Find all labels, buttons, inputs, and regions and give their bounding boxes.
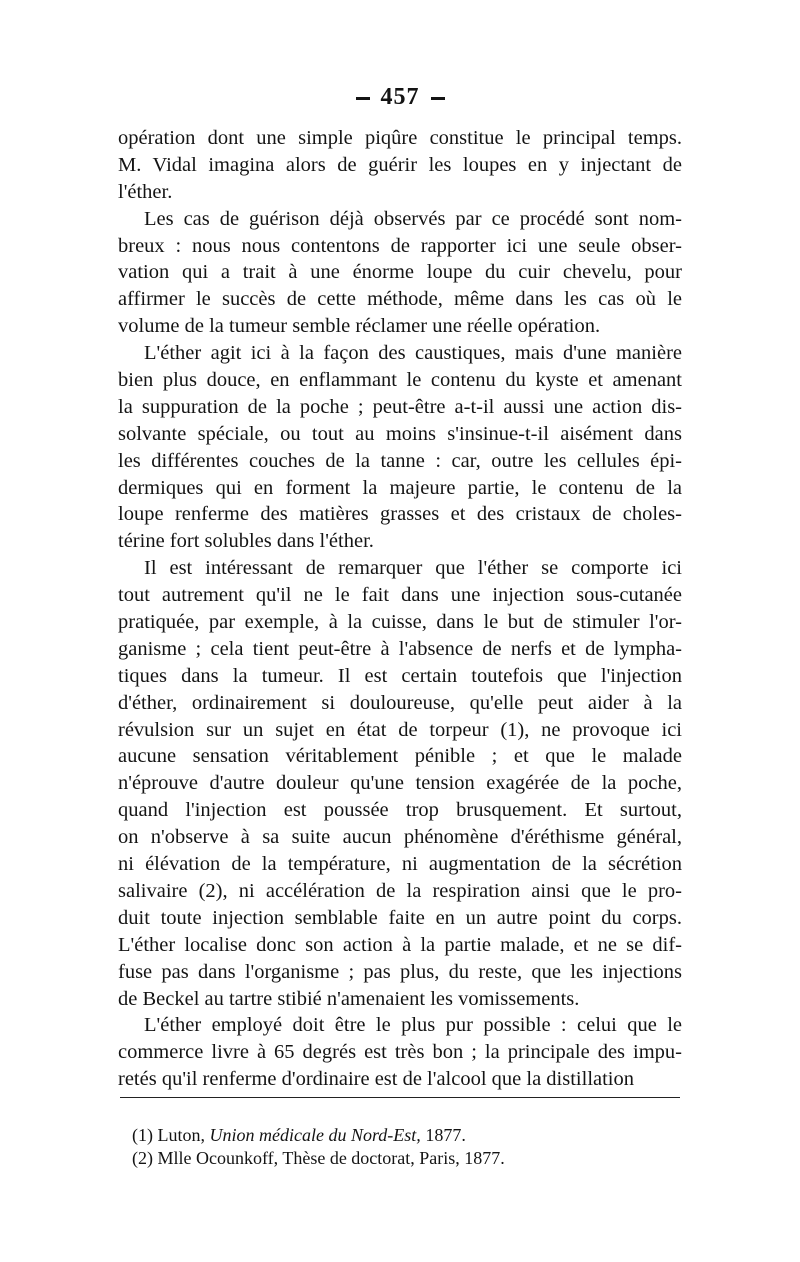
text-line: retés qu'il renferme d'ordinaire est de l'alcool que la distillation (118, 1068, 635, 1091)
text-line: commerce livre à 65 degrés est très bon ; la principale des impu- (118, 1041, 682, 1064)
text-line: aucune sensation véritablement pénible ; et que le malade (118, 745, 682, 768)
text-line: Il est intéressant de remarquer que l'éther se comporte ici (144, 557, 682, 580)
text-line: Les cas de guérison déjà observés par ce procédé sont nom- (144, 207, 682, 230)
text-line: ni élévation de la température, ni augmentation de la sécrétion (118, 853, 682, 876)
text-line: fuse pas dans l'organisme ; pas plus, du reste, que les injections (118, 960, 682, 983)
text-line: loupe renferme des matières grasses et des cristaux de choles- (118, 503, 682, 526)
footnote-1: (1) Luton, Union médicale du Nord-Est, 1877. (132, 1125, 466, 1145)
page-number: 457 (0, 84, 800, 111)
text-line: tiques dans la tumeur. Il est certain toutefois que l'injection (118, 664, 682, 687)
text-line: duit toute injection semblable faite en un autre point du corps. (118, 906, 682, 929)
text-line: affirmer le succès de cette méthode, même dans les cas où le (118, 288, 682, 311)
footnote-divider (120, 1097, 680, 1098)
text-line: révulsion sur un sujet en état de torpeur (1), ne provoque ici (118, 718, 682, 741)
dash-right (431, 97, 445, 100)
text-line: volume de la tumeur semble réclamer une réelle opération. (118, 315, 601, 338)
text-line: térine fort solubles dans l'éther. (118, 530, 374, 553)
text-line: la suppuration de la poche ; peut-être a-t-il aussi une action dis- (118, 395, 682, 418)
text-line: solvante spéciale, ou tout au moins s'insinue-t-il aisément dans (118, 422, 682, 445)
text-line: bien plus douce, en enflammant le contenu du kyste et amenant (118, 369, 682, 392)
text-line: salivaire (2), ni accélération de la respiration ainsi que le pro- (118, 879, 682, 902)
text-line: L'éther localise donc son action à la partie malade, et ne se dif- (118, 933, 682, 956)
text-line: tout autrement qu'il ne le fait dans une injection sous-cutanée (118, 584, 682, 607)
dash-left (356, 97, 370, 100)
text-line: breux : nous nous contentons de rapporter ici une seule obser- (118, 234, 682, 257)
text-line: M. Vidal imagina alors de guérir les loupes en y injectant de (118, 153, 682, 176)
text-line: d'éther, ordinairement si douloureuse, qu'elle peut aider à la (118, 691, 682, 714)
body-text (118, 125, 682, 1093)
text-line: ganisme ; cela tient peut-être à l'absence de nerfs et de lympha- (118, 637, 682, 660)
text-line: de Beckel au tartre stibié n'amenaient les vomissements. (118, 987, 580, 1010)
text-line: on n'observe à sa suite aucun phénomène d'éréthisme général, (118, 826, 682, 849)
text-line: L'éther employé doit être le plus pur possible : celui que le (144, 1014, 682, 1037)
text-line: quand l'injection est poussée trop brusquement. Et surtout, (118, 799, 682, 822)
text-line: vation qui a trait à une énorme loupe du cuir chevelu, pour (118, 261, 682, 284)
footnote-2: (2) Mlle Ocounkoff, Thèse de doctorat, Paris, 1877. (132, 1148, 505, 1168)
text-line: pratiquée, par exemple, à la cuisse, dans le but de stimuler l'or- (118, 611, 682, 634)
text-line: L'éther agit ici à la façon des caustiques, mais d'une manière (144, 342, 682, 365)
text-line: l'éther. (118, 180, 173, 203)
text-line: les différentes couches de la tanne : car, outre les cellules épi- (118, 449, 682, 472)
text-line: n'éprouve d'autre douleur qu'une tension exagérée de la poche, (118, 772, 682, 795)
text-line: opération dont une simple piqûre constitue le principal temps. (118, 127, 682, 149)
text-line: dermiques qui en forment la majeure partie, le contenu de la (118, 476, 682, 499)
footnotes (132, 1124, 692, 1170)
